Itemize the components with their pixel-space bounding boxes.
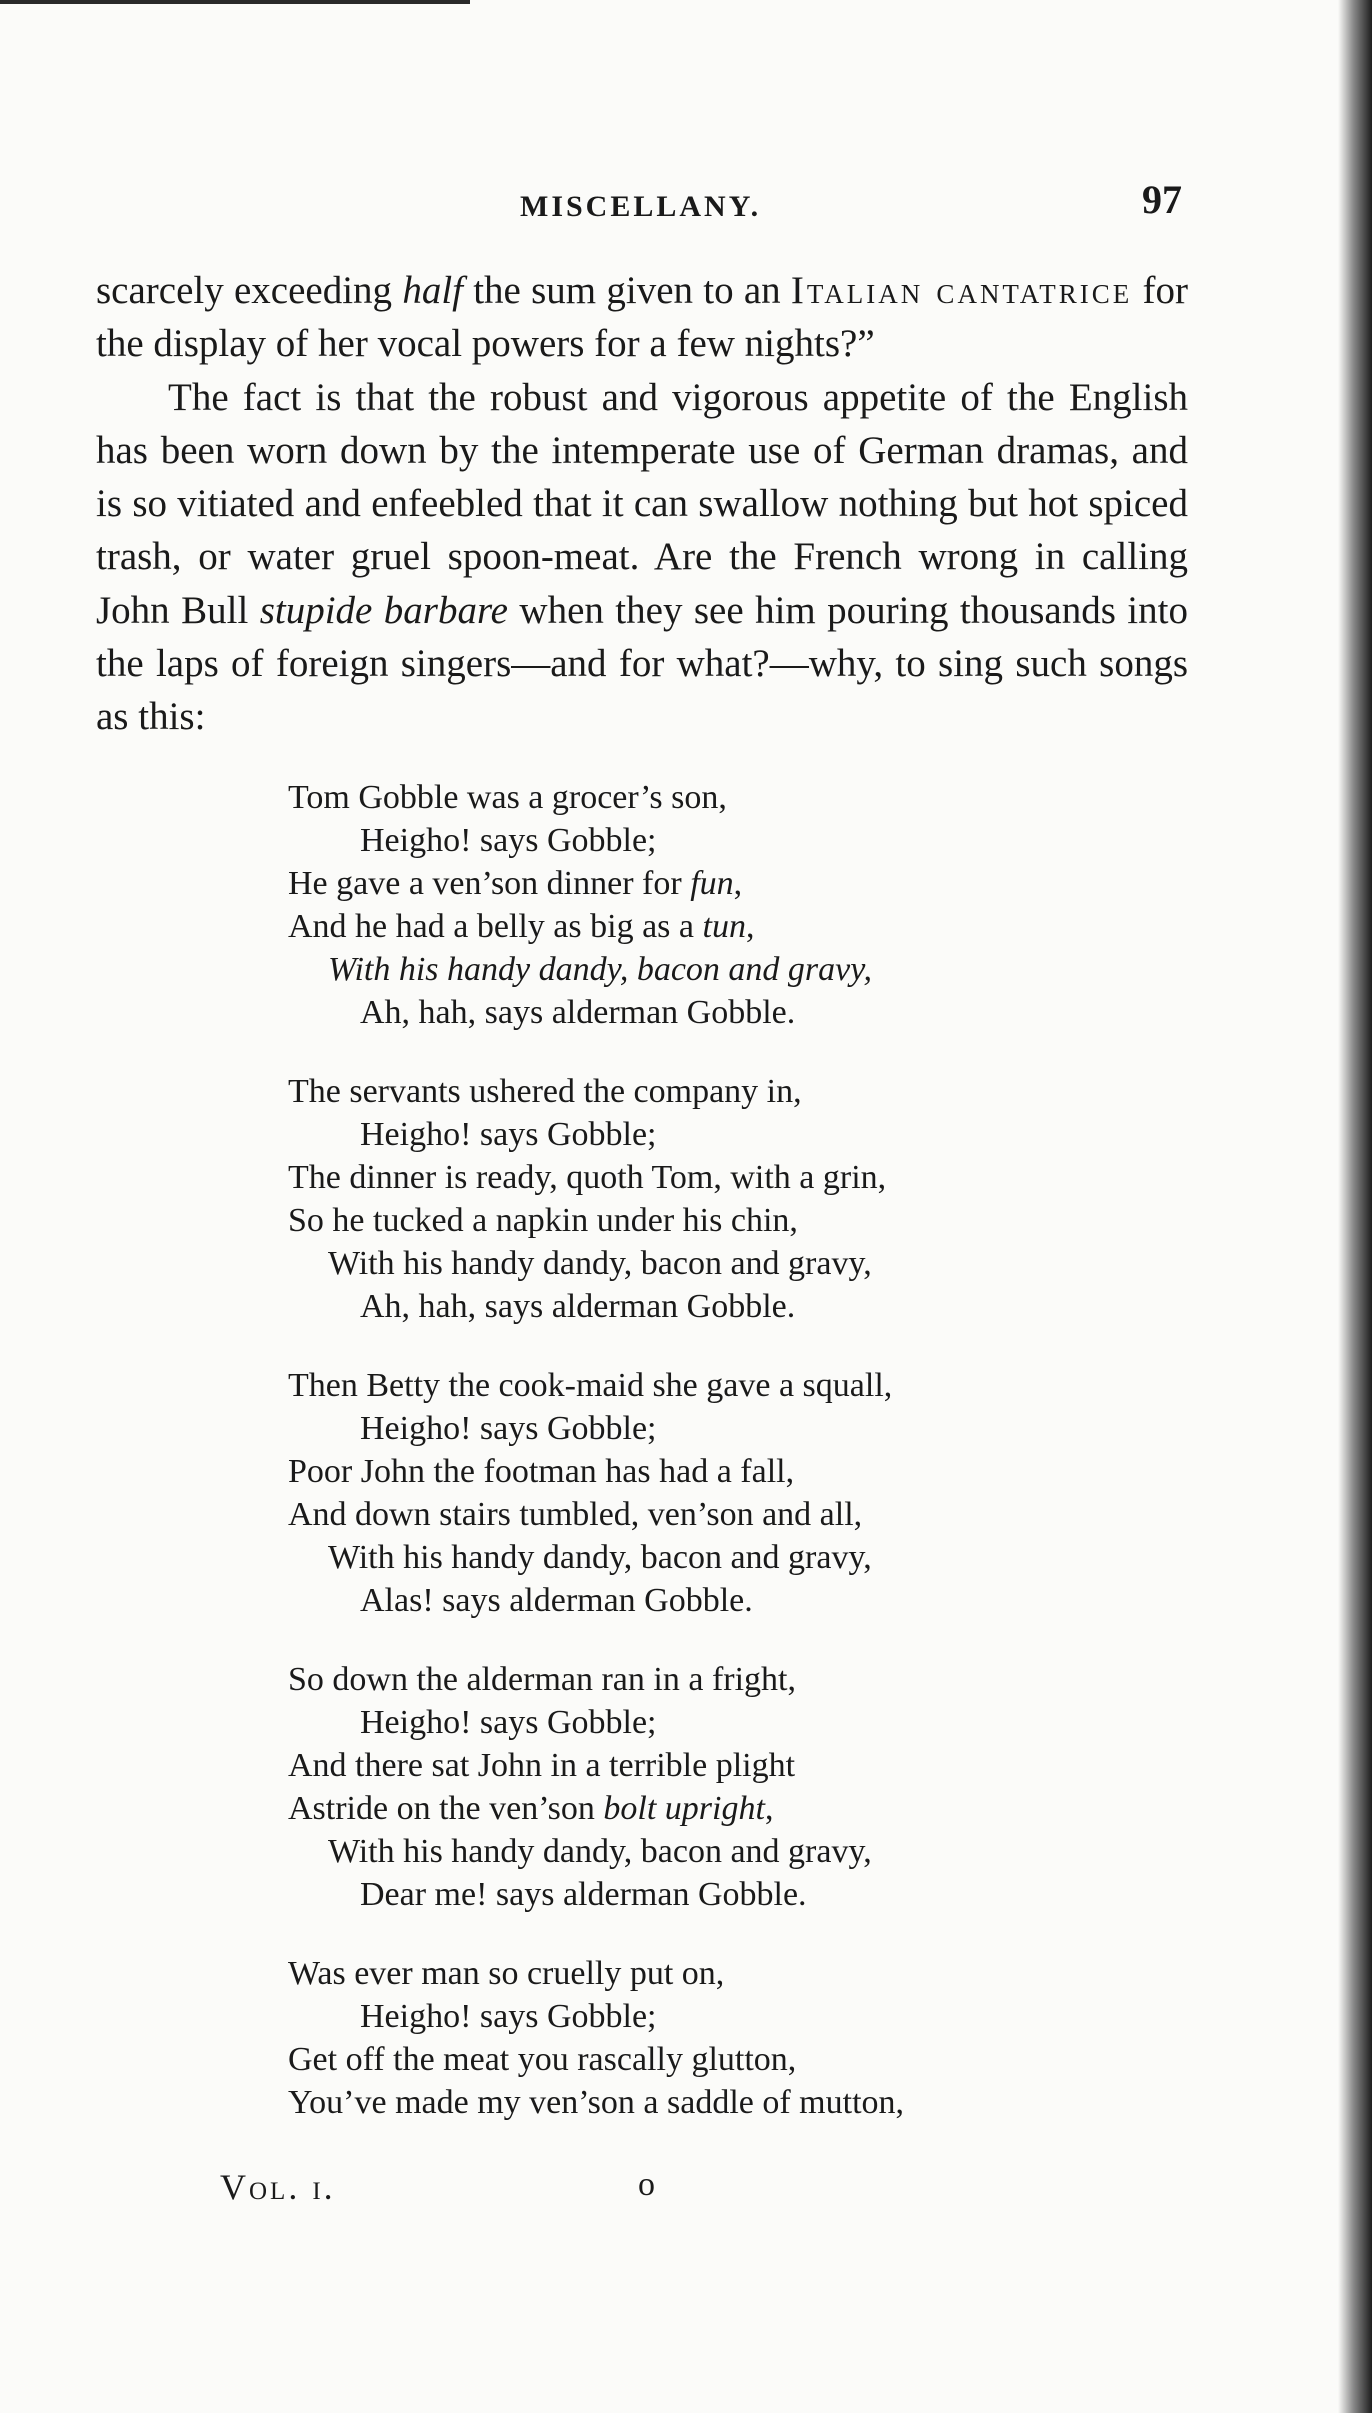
volume-marker: Vol. i. [220,2167,336,2207]
verse-italic: fun [690,865,734,902]
page-gutter-shadow [1338,0,1372,2413]
verse-line: And there sat John in a terrible plight [288,1747,796,1784]
verse-line: Poor John the footman has had a fall, [288,1453,795,1490]
verse-text: And he had a belly as big as a [288,908,703,945]
verse-line: The dinner is ready, quoth Tom, with a grin, [288,1159,887,1196]
verse-line: With his handy dandy, bacon and gravy, [328,1245,872,1282]
verse-line: The servants ushered the company in, [288,1073,802,1110]
verse-line: Get off the meat you rascally glutton, [288,2041,797,2078]
top-edge-rule [0,0,470,4]
verse-line: Alas! says alderman Gobble. [360,1582,753,1619]
p2-text-2: when they see him pouring thousands into the laps of foreign singers—and for what?—why, to sing such songs as this: [96,588,1188,739]
p2-italic-stupide-barbare: stupide barbare [259,588,508,632]
stanza-5 [288,1952,1088,2124]
verse-line: So he tucked a napkin under his chin, [288,1202,798,1239]
running-head: MISCELLANY. [520,190,762,223]
verse-line: With his handy dandy, bacon and gravy, [328,1539,872,1576]
stanza-2 [288,1070,1088,1328]
verse-line [288,862,1088,905]
verse-text: , [745,908,755,945]
stanza-1 [288,776,1088,1034]
verse-italic: bolt upright [603,1790,765,1827]
verse-line: Tom Gobble was a grocer’s son, [288,779,727,816]
verse-text: , [764,1790,774,1827]
paragraph-2 [96,371,1188,744]
verse-line: Ah, hah, says alderman Gobble. [360,1288,796,1325]
p1-smallcaps-italian-cantatrice: Italian cantatrice [790,269,1133,312]
paragraph-1 [96,264,1188,371]
p1-text-2: the sum given to an [462,269,791,312]
verse-text: He gave a ven’son dinner for [288,865,691,902]
verse-line: Heigho! says Gobble; [360,822,657,859]
verse-line: Dear me! says alderman Gobble. [360,1876,807,1913]
page-header [0,176,1372,236]
verse-line: With his handy dandy, bacon and gravy, [328,1833,872,1870]
stanza-4 [288,1658,1088,1916]
verse-line: Heigho! says Gobble; [360,1998,657,2035]
verse-line: Then Betty the cook-maid she gave a squall, [288,1367,893,1404]
prose-block [96,264,1188,744]
verse-line [288,905,1088,948]
verse-line [288,1787,1088,1830]
verse-text: Astride on the ven’son [288,1790,604,1827]
p1-italic-half: half [402,269,463,312]
verse-line: Ah, hah, says alderman Gobble. [360,994,796,1031]
p1-text-3: for the display of her vocal powers for a few nights?” [96,269,1188,366]
verse-line: You’ve made my ven’son a saddle of mutton, [288,2084,905,2121]
verse-text: , [733,865,743,902]
song-verse [288,776,1088,2160]
verse-line: Was ever man so cruelly put on, [288,1955,725,1992]
page-number: 97 [1142,177,1182,222]
verse-line: Heigho! says Gobble; [360,1116,657,1153]
stanza-3 [288,1364,1088,1622]
verse-line: Heigho! says Gobble; [360,1410,657,1447]
verse-line [288,948,1088,991]
p2-text-1: The fact is that the robust and vigorous appetite of the English has been worn down by the intemperate use of German dramas, and is so vitiated and enfeebled that it can swallow nothing but hot spiced trash, or water gruel spoon-meat. Are the French wrong in calling John Bull [96,375,1188,632]
signature-mark: o [638,2166,655,2203]
verse-line: So down the alderman ran in a fright, [288,1661,796,1698]
verse-line: Heigho! says Gobble; [360,1704,657,1741]
verse-italic: With his handy dandy, bacon and gravy, [328,951,872,988]
verse-line: And down stairs tumbled, ven’son and all, [288,1496,863,1533]
p1-text-1: scarcely exceeding [96,269,403,312]
verse-italic: tun [702,908,746,945]
